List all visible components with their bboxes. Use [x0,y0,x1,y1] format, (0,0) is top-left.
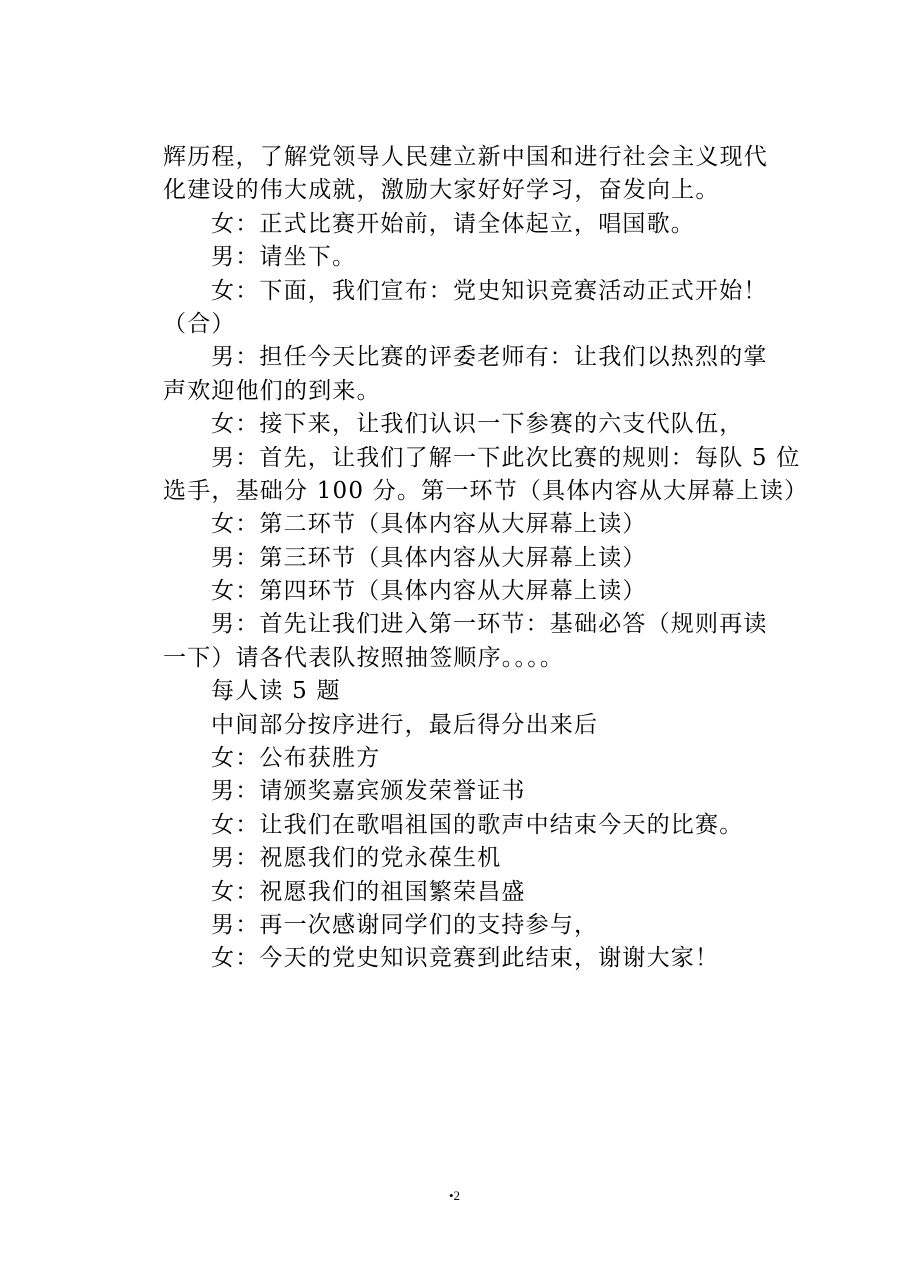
text-line: 一下）请各代表队按照抽签顺序。。。。 [163,644,565,671]
text-line: 女：接下来，让我们认识一下参赛的六支代队伍， [211,411,744,438]
text-line: 女：祝愿我们的祖国繁荣昌盛 [211,878,526,905]
text-line: 辉历程，了解党领导人民建立新中国和进行社会主义现代 [163,144,768,170]
text-line: 男：第三环节（具体内容从大屏幕上读） [211,544,647,571]
text-line: 女：让我们在歌唱祖国的歌声中结束今天的比赛。 [211,811,744,838]
text-line: 男：请颁奖嘉宾颁发荣誉证书 [211,778,526,805]
text-line: 声欢迎他们的到来。 [163,377,381,404]
text-line: 女：第四环节（具体内容从大屏幕上读） [211,578,647,605]
text-line: （合） [163,310,236,337]
text-line: 每人读 5 题 [211,678,341,705]
text-line: 女：今天的党史知识竞赛到此结束，谢谢大家！ [211,945,720,972]
text-line: 女：下面，我们宣布：党史知识竞赛活动正式开始！ [211,277,768,304]
text-line: 女：第二环节（具体内容从大屏幕上读） [211,511,647,538]
text-line: 化建设的伟大成就，激励大家好好学习，奋发向上。 [163,177,720,204]
document-body [163,141,809,976]
text-line: 男：再一次感谢同学们的支持参与， [211,911,599,938]
text-line: 女：公布获胜方 [211,745,381,772]
text-line: 男：祝愿我们的党永葆生机 [211,845,502,872]
text-line: 男：首先让我们进入第一环节：基础必答（规则再读 [211,611,768,638]
text-line: 男：首先，让我们了解一下此次比赛的规则：每队 5 位 [211,444,801,471]
page-number: •2 [448,1188,461,1203]
text-line: 男：请坐下。 [211,244,357,271]
text-line: 男：担任今天比赛的评委老师有：让我们以热烈的掌 [211,344,768,371]
text-line: 女：正式比赛开始前，请全体起立，唱国歌。 [211,210,695,237]
text-line: 中间部分按序进行，最后得分出来后 [211,711,599,738]
text-line: 选手，基础分 100 分。第一环节（具体内容从大屏幕上读） [163,477,809,504]
